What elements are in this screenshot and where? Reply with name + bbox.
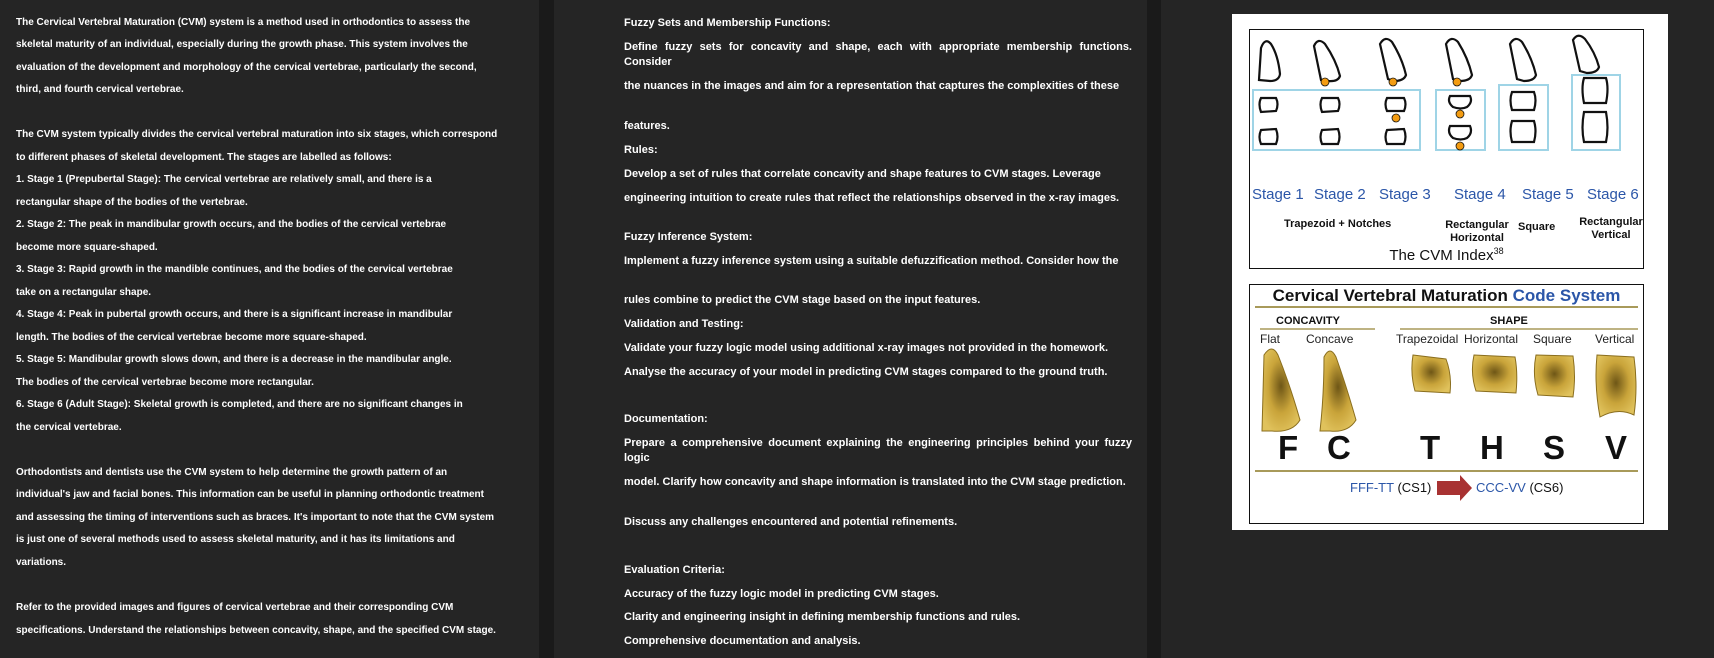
section-heading: Fuzzy Inference System: — [624, 231, 753, 243]
title-black: Cervical Vertebral Maturation — [1272, 286, 1508, 305]
text-line: Clarity and engineering insight in defining membership functions and rules. — [624, 611, 1021, 623]
vertebra-c4 — [1449, 126, 1471, 140]
text-line: Define fuzzy sets for concavity and shape, each with appropriate membership functions. Consider — [624, 41, 1132, 68]
text-line: 6. Stage 6 (Adult Stage): Skeletal growth is completed, and there are no significant changes in — [16, 399, 463, 410]
shape-label: Square — [1533, 332, 1572, 346]
concavity-label: Concave — [1306, 332, 1354, 346]
trapezoidal-vertebra — [1412, 355, 1451, 393]
text-line: 4. Stage 4: Peak in pubertal growth occurs, and there is a significant increase in mandibular — [16, 309, 453, 320]
vertebra-c2 — [1573, 36, 1599, 73]
text-line: Implement a fuzzy inference system using a suitable defuzzification method. Consider how the — [624, 255, 1119, 267]
section-heading: Evaluation Criteria: — [624, 564, 725, 576]
left-text-panel — [0, 0, 539, 658]
text-line: Accuracy of the fuzzy logic model in predicting CVM stages. — [624, 588, 939, 600]
text-line: and assessing the timing of interventions such as braces. It's important to note that the CVM system — [16, 512, 495, 523]
text-line: The bodies of the cervical vertebrae become more rectangular. — [16, 377, 314, 388]
group-label: Square — [1518, 221, 1556, 233]
group-label-line: Rectangular — [1445, 219, 1509, 231]
text-line: Develop a set of rules that correlate concavity and shape features to CVM stages. Leverage — [624, 168, 1101, 180]
group-label-line: Rectangular — [1579, 216, 1643, 228]
cvm-index-text: The CVM Index — [1389, 247, 1494, 264]
group-label — [1578, 216, 1644, 242]
code-system-panel — [1249, 284, 1644, 524]
stage-box — [1436, 90, 1485, 150]
concavity-dot — [1389, 78, 1397, 86]
vertebra-c2 — [1380, 39, 1406, 81]
text-line: is just one of several methods used to assess skeletal maturity, and it has its limitations and — [16, 534, 455, 545]
vertical-vertebra — [1596, 355, 1636, 417]
group-label-line: Horizontal — [1450, 232, 1504, 244]
shape-label: Horizontal — [1464, 332, 1519, 346]
vertebra-c3 — [1449, 96, 1471, 109]
text-line: variations. — [16, 557, 67, 568]
shape-label: Vertical — [1595, 332, 1635, 346]
stage-label: Stage 1 — [1252, 186, 1304, 203]
code-letter: T — [1420, 429, 1441, 466]
cvm-index-citation: 38 — [1493, 246, 1504, 256]
concavity-header: CONCAVITY — [1276, 315, 1340, 327]
code-letter: H — [1480, 429, 1504, 466]
section-heading: Validation and Testing: — [624, 318, 744, 330]
section-heading: Documentation: — [624, 413, 708, 425]
group-label-line: Vertical — [1591, 229, 1631, 241]
text-line: the cervical vertebrae. — [16, 422, 122, 433]
text-line: Discuss any challenges encountered and potential refinements. — [624, 516, 958, 528]
text-line: third, and fourth cervical vertebrae. — [16, 84, 184, 95]
text-line: 1. Stage 1 (Prepubertal Stage): The cervical vertebrae are relatively small, and there is a — [16, 174, 432, 185]
text-line: specifications. Understand the relationships between concavity, shape, and the specified CVM stage. — [16, 625, 496, 636]
code-letter: C — [1327, 429, 1351, 466]
stage-label: Stage 4 — [1454, 186, 1506, 203]
text-line: 5. Stage 5: Mandibular growth slows down, and there is a decrease in the mandibular angle. — [16, 354, 452, 365]
code-letter: V — [1605, 429, 1628, 466]
vertebra-c4 — [1583, 112, 1608, 142]
vertebra-c2 — [1314, 41, 1340, 81]
arrow-icon — [1437, 475, 1472, 501]
code-letter: S — [1543, 429, 1566, 466]
text-line: Analyse the accuracy of your model in predicting CVM stages compared to the ground truth. — [624, 366, 1108, 378]
cvm-figure — [1232, 14, 1668, 530]
vertebra-c3 — [1321, 98, 1340, 112]
code-letter: F — [1278, 429, 1299, 466]
group-label: Trapezoid + Notches — [1284, 218, 1392, 230]
vertebra-c4 — [1321, 129, 1340, 144]
text-line: to different phases of skeletal development. The stages are labelled as follows: — [16, 152, 392, 163]
concavity-dot — [1321, 78, 1329, 86]
text-line: length. The bodies of the cervical vertebrae become more square-shaped. — [16, 332, 367, 343]
stage-box — [1499, 85, 1548, 150]
text-line: Comprehensive documentation and analysis. — [624, 635, 861, 647]
text-line: features. — [624, 120, 670, 132]
text-line: become more square-shaped. — [16, 242, 158, 253]
vertebra-c2 — [1446, 39, 1472, 81]
flat-vertebra — [1262, 349, 1300, 431]
section-heading: Rules: — [624, 144, 658, 156]
code-stage: (CS6) — [1529, 480, 1564, 495]
code-footer-left — [1350, 480, 1431, 495]
square-vertebra — [1534, 355, 1574, 397]
concavity-dot — [1392, 114, 1400, 122]
text-line: Orthodontists and dentists use the CVM system to help determine the growth pattern of an — [16, 467, 448, 478]
stage-label: Stage 6 — [1587, 186, 1639, 203]
code-stage: (CS1) — [1397, 480, 1432, 495]
text-line: take on a rectangular shape. — [16, 287, 152, 298]
concave-vertebra — [1320, 351, 1356, 431]
text-line: Refer to the provided images and figures of cervical vertebrae and their corresponding CVM — [16, 602, 454, 613]
text-line: The Cervical Vertebral Maturation (CVM) system is a method used in orthodontics to assess the — [16, 17, 470, 28]
shape-header: SHAPE — [1490, 315, 1528, 327]
horizontal-vertebra — [1472, 355, 1516, 393]
column-gap — [539, 0, 554, 658]
text-line: engineering intuition to create rules that reflect the relationships observed in the x-ray images. — [624, 192, 1120, 204]
text-line: rules combine to predict the CVM stage based on the input features. — [624, 294, 981, 306]
vertebra-c3 — [1260, 98, 1278, 112]
group-label — [1442, 219, 1512, 245]
text-line: 3. Stage 3: Rapid growth in the mandible continues, and the bodies of the cervical vertebrae — [16, 264, 453, 275]
cvm-index-panel — [1249, 29, 1644, 269]
vertebra-c3 — [1583, 78, 1608, 103]
text-line: Prepare a comprehensive document explaining the engineering principles behind your fuzzy logic — [624, 437, 1132, 464]
vertebra-c2 — [1259, 41, 1280, 81]
text-line: Validate your fuzzy logic model using additional x-ray images not provided in the homework. — [624, 342, 1109, 354]
text-line: rectangular shape of the bodies of the vertebrae. — [16, 197, 248, 208]
text-line: 2. Stage 2: The peak in mandibular growth occurs, and the bodies of the cervical vertebrae — [16, 219, 447, 230]
column-gap — [1147, 0, 1161, 658]
text-line: model. Clarify how concavity and shape information is translated into the CVM stage prediction. — [624, 476, 1126, 488]
code-example: FFF-TT — [1350, 480, 1394, 495]
shape-label: Trapezoidal — [1396, 332, 1459, 346]
cvm-index-title — [1250, 246, 1643, 264]
section-heading: Fuzzy Sets and Membership Functions: — [624, 17, 831, 29]
text-line: evaluation of the development and morphology of the cervical vertebrae, particularly the second, — [16, 62, 477, 73]
text-line: individual's jaw and facial bones. This information can be useful in planning orthodontic treatment — [16, 489, 484, 500]
concavity-dot — [1456, 142, 1464, 150]
vertebra-c4 — [1511, 121, 1536, 142]
code-example: CCC-VV — [1476, 480, 1526, 495]
stage-label: Stage 3 — [1379, 186, 1431, 203]
code-footer-right — [1476, 480, 1563, 495]
text-line: The CVM system typically divides the cervical vertebral maturation into six stages, which correspond — [16, 129, 498, 140]
text-line: the nuances in the images and aim for a representation that captures the complexities of these — [624, 80, 1120, 92]
text-line: skeletal maturity of an individual, especially during the growth phase. This system involves the — [16, 39, 468, 50]
concavity-dot — [1453, 78, 1461, 86]
title-blue: Code System — [1512, 286, 1621, 305]
concavity-label: Flat — [1260, 332, 1281, 346]
concavity-dot — [1456, 110, 1464, 118]
vertebra-c4 — [1260, 129, 1278, 144]
middle-text-panel — [554, 0, 1147, 658]
vertebra-c2 — [1510, 39, 1536, 81]
vertebra-c3 — [1511, 92, 1536, 110]
stage-label: Stage 5 — [1522, 186, 1574, 203]
vertebra-c3 — [1386, 98, 1406, 111]
stage-label: Stage 2 — [1314, 186, 1366, 203]
vertebra-c4 — [1386, 129, 1406, 144]
